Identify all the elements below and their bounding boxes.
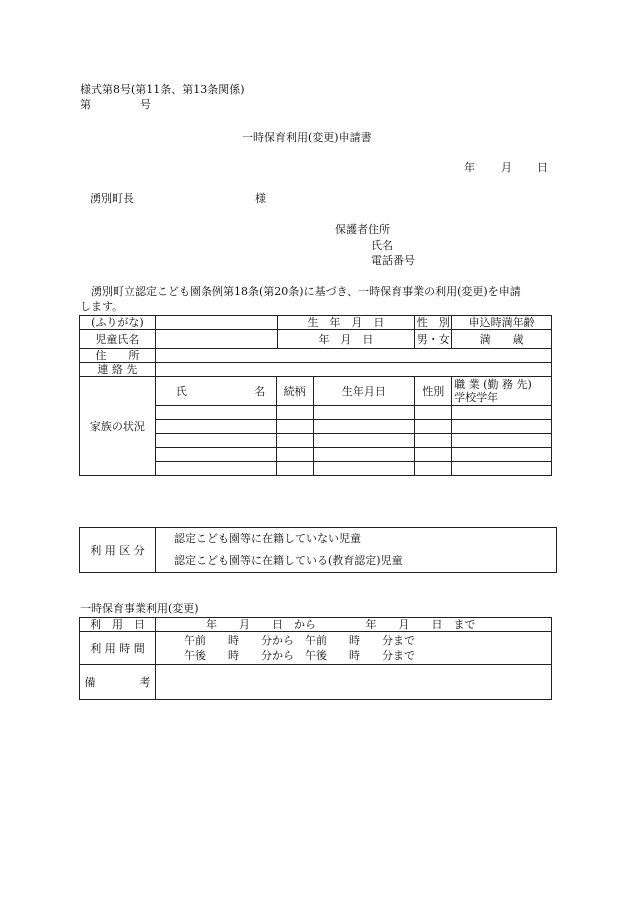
- family-name-cell[interactable]: [155, 420, 276, 434]
- furigana-input[interactable]: [155, 316, 277, 330]
- usage-category-label: 利 用 区 分: [80, 528, 156, 573]
- usage-table: [79, 617, 552, 700]
- address-label: 住 所: [80, 349, 156, 363]
- age-suffix: 歳: [512, 332, 524, 346]
- form-number: 様式第8号(第11条、第13条関係): [80, 83, 245, 96]
- contact-label: 連 絡 先: [80, 363, 156, 377]
- family-sex-cell[interactable]: [415, 420, 452, 434]
- usage-date-from: 年 月 日 から: [206, 618, 316, 631]
- guardian-name-label: 氏名: [371, 239, 393, 252]
- family-relation-cell[interactable]: [276, 420, 313, 434]
- usage-category-options: [156, 528, 557, 573]
- school-grade-label: 学校学年: [454, 391, 499, 404]
- usage-time-am: 午前 時 分から 午前 時 分まで: [184, 634, 415, 647]
- usage-time-pm: 午後 時 分から 午後 時 分まで: [184, 649, 415, 662]
- family-relation-header: 続柄: [276, 377, 313, 406]
- usage-time-label: 利 用 時 間: [80, 632, 156, 665]
- address-input[interactable]: [155, 349, 551, 363]
- guardian-phone-label: 電話番号: [371, 254, 415, 267]
- usage-category-table: [79, 527, 557, 573]
- birth-date-header: 生 年 月 日: [277, 316, 415, 330]
- age-input[interactable]: [452, 330, 552, 349]
- occupation-label: 職 業 (勤 務 先): [454, 378, 532, 391]
- family-name-header: [155, 377, 276, 406]
- family-occupation-header: [452, 377, 552, 406]
- family-name-cell[interactable]: [155, 448, 276, 462]
- sex-choice[interactable]: 男・女: [415, 330, 452, 349]
- family-sex-cell[interactable]: [415, 448, 452, 462]
- guardian-address-label: 保護者住所: [335, 223, 390, 236]
- family-name-header-left: 氏: [175, 384, 187, 398]
- family-relation-cell[interactable]: [276, 434, 313, 448]
- usage-date-to: 年 月 日 まで: [365, 618, 476, 631]
- child-info-table: [79, 315, 552, 476]
- family-occupation-cell[interactable]: [452, 406, 552, 420]
- family-birth-header: 生年月日: [313, 377, 415, 406]
- family-occupation-cell[interactable]: [452, 420, 552, 434]
- family-name-cell[interactable]: [155, 434, 276, 448]
- family-occupation-cell[interactable]: [452, 462, 552, 476]
- family-birth-cell[interactable]: [313, 462, 415, 476]
- document-number-prefix: 第: [80, 98, 91, 111]
- date-year-label: 年: [464, 161, 475, 174]
- page-title: 一時保育利用(変更)申請書: [242, 131, 372, 144]
- family-occupation-cell[interactable]: [452, 434, 552, 448]
- family-birth-cell[interactable]: [313, 434, 415, 448]
- usage-section-title: 一時保育事業利用(変更): [80, 602, 199, 615]
- age-prefix: 満: [479, 332, 491, 346]
- furigana-label: (ふりがな): [80, 316, 156, 330]
- family-occupation-cell[interactable]: [452, 448, 552, 462]
- family-relation-cell[interactable]: [276, 406, 313, 420]
- addressee: 湧別町長: [90, 192, 134, 205]
- family-name-cell[interactable]: [155, 462, 276, 476]
- remarks-input[interactable]: [156, 665, 552, 700]
- honorific: 様: [255, 192, 266, 205]
- contact-input[interactable]: [155, 363, 551, 377]
- date-month-label: 月: [501, 161, 512, 174]
- usage-time-input[interactable]: [156, 632, 552, 665]
- usage-date-label: 利 用 日: [80, 618, 156, 632]
- usage-date-input[interactable]: [156, 618, 552, 632]
- family-sex-cell[interactable]: [415, 406, 452, 420]
- family-sex-cell[interactable]: [415, 462, 452, 476]
- family-name-header-right: 名: [254, 384, 266, 398]
- document-number-suffix: 号: [140, 98, 151, 111]
- birth-date-input[interactable]: 年 月 日: [277, 330, 415, 349]
- statement-line-1: 湧別町立認定こども園条例第18条(第20条)に基づき、一時保育事業の利用(変更)を申請: [91, 285, 521, 298]
- child-name-label: 児童氏名: [80, 330, 156, 349]
- usage-category-option-1[interactable]: 認定こども園等に在籍していない児童: [174, 532, 361, 545]
- family-relation-cell[interactable]: [276, 462, 313, 476]
- family-sex-header: 性別: [415, 377, 452, 406]
- family-birth-cell[interactable]: [313, 406, 415, 420]
- family-name-cell[interactable]: [155, 406, 276, 420]
- family-birth-cell[interactable]: [313, 420, 415, 434]
- family-birth-cell[interactable]: [313, 448, 415, 462]
- family-relation-cell[interactable]: [276, 448, 313, 462]
- sex-header: 性 別: [416, 316, 450, 329]
- age-header: 申込時満年齢: [452, 316, 552, 330]
- statement-line-2: します。: [80, 300, 124, 313]
- child-name-input[interactable]: [155, 330, 277, 349]
- family-sex-cell[interactable]: [415, 434, 452, 448]
- family-label: 家族の状況: [80, 377, 156, 476]
- usage-category-option-2[interactable]: 認定こども園等に在籍している(教育認定)児童: [174, 554, 403, 567]
- remarks-label: 備 考: [80, 665, 156, 700]
- date-day-label: 日: [537, 161, 548, 174]
